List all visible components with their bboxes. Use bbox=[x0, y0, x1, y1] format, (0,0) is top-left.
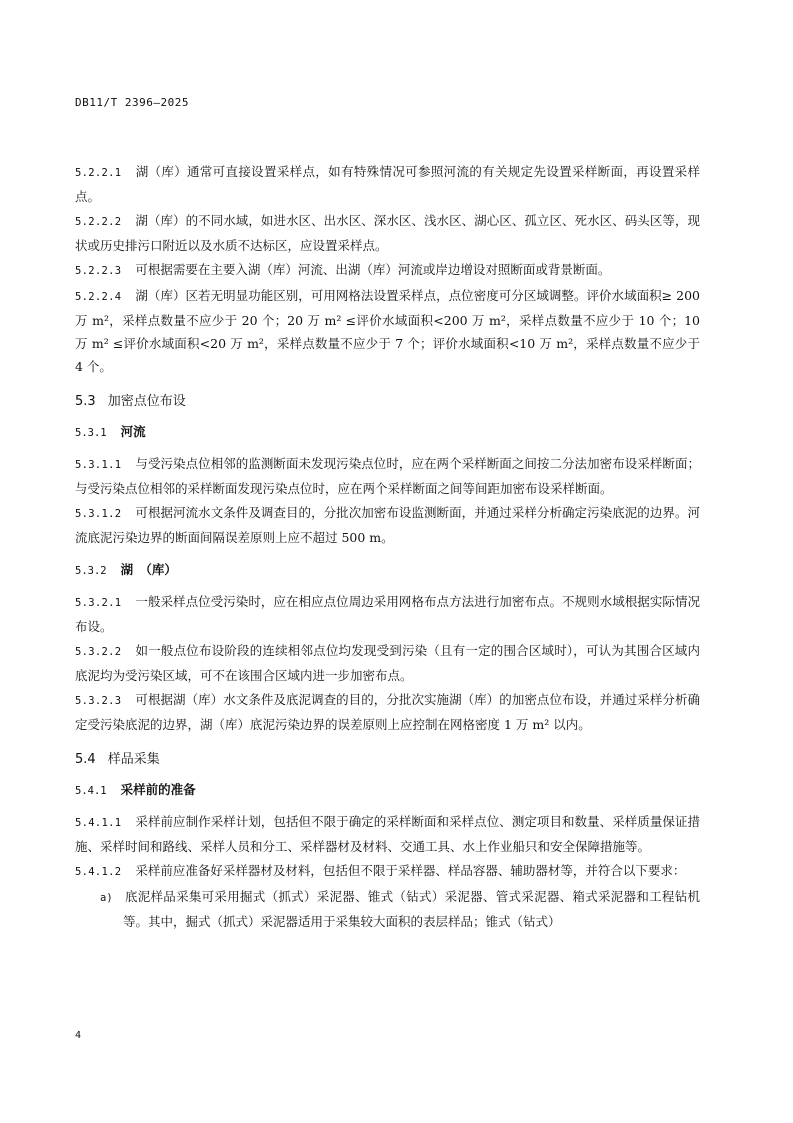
clause-number: 5.4.1.1 bbox=[75, 817, 122, 829]
heading-text: 采样前的准备 bbox=[120, 782, 196, 797]
clause-5-4-1-1 bbox=[75, 810, 700, 858]
clause-text: 湖（库）的不同水域，如进水区、出水区、深水区、浅水区、湖心区、孤立区、死水区、码头区等，现状或历史排污口附近以及水质不达标区，应设置采样点。 bbox=[75, 213, 700, 253]
clause-text: 可根据需要在主要入湖（库）河流、出湖（库）河流或岸边增设对照断面或背景断面。 bbox=[135, 262, 611, 277]
clause-5-2-2-4 bbox=[75, 284, 700, 378]
clause-text: 一般采样点位受污染时，应在相应点位周边采用网格布点方法进行加密布点。不规则水域根据实际情况布设。 bbox=[75, 594, 700, 634]
heading-number: 5.4.1 bbox=[75, 785, 107, 797]
clause-number: 5.2.2.4 bbox=[75, 291, 122, 303]
list-item-label: a) bbox=[100, 892, 113, 904]
clause-5-2-2-2 bbox=[75, 209, 700, 257]
clause-number: 5.3.2.2 bbox=[75, 646, 122, 658]
clause-5-3-2-2 bbox=[75, 639, 700, 687]
heading-text: 样品采集 bbox=[107, 752, 160, 767]
clause-5-2-2-3 bbox=[75, 258, 700, 283]
subsection-heading-5-4-1 bbox=[75, 781, 700, 800]
clause-5-3-2-1 bbox=[75, 590, 700, 638]
clause-text: 湖（库）区若无明显功能区别，可用网格法设置采样点，点位密度可分区域调整。评价水域面积≥ 200 万 m²，采样点数量不应少于 20 个；20 万 m² ≤评价水域面积<200 万 m²，采样点数量不应少于 10 个；10 万 m² ≤评价水域面积<20 万 m²，采样点数量不应少于 7 个；评价水域面积<10 万 m²，采样点数量不应少于 4 个。 bbox=[75, 288, 700, 374]
clause-text: 采样前应准备好采样器材及材料，包括但不限于采样器、样品容器、辅助器材等，并符合以下要求： bbox=[135, 863, 686, 878]
heading-number: 5.3 bbox=[75, 394, 96, 409]
list-item-a bbox=[75, 885, 700, 933]
page-number: 4 bbox=[75, 1030, 82, 1041]
clause-5-3-1-2 bbox=[75, 501, 700, 549]
heading-text: 湖 （库） bbox=[120, 562, 177, 577]
clause-text: 可根据湖（库）水文条件及底泥调查的目的，分批次实施湖（库）的加密点位布设，并通过采样分析确定受污染底泥的边界，湖（库）底泥污染边界的误差原则上应控制在网格密度 1 万 m² 以内。 bbox=[75, 692, 700, 732]
heading-number: 5.4 bbox=[75, 752, 96, 767]
subsection-heading-5-3-1 bbox=[75, 423, 700, 442]
heading-text: 河流 bbox=[120, 424, 146, 439]
clause-number: 5.2.2.2 bbox=[75, 216, 122, 228]
section-heading-5-3 bbox=[75, 393, 700, 411]
clause-number: 5.4.1.2 bbox=[75, 866, 122, 878]
clause-text: 湖（库）通常可直接设置采样点，如有特殊情况可参照河流的有关规定先设置采样断面，再设置采样点。 bbox=[75, 164, 700, 204]
document-header-id: DB11/T 2396—2025 bbox=[75, 96, 189, 109]
clause-number: 5.3.1.1 bbox=[75, 459, 122, 471]
clause-number: 5.3.2.1 bbox=[75, 597, 122, 609]
clause-5-2-2-1 bbox=[75, 160, 700, 208]
clause-5-3-2-3 bbox=[75, 688, 700, 736]
document-body bbox=[75, 160, 700, 933]
heading-text: 加密点位布设 bbox=[107, 394, 186, 409]
clause-text: 如一般点位布设阶段的连续相邻点位均发现受到污染（且有一定的围合区域时），可认为其围合区域内底泥均为受污染区域，可不在该围合区域内进一步加密布点。 bbox=[75, 643, 700, 683]
clause-text: 与受污染点位相邻的监测断面未发现污染点位时，应在两个采样断面之间按二分法加密布设采样断面；与受污染点位相邻的采样断面发现污染点位时，应在两个采样断面之间等间距加密布设采样断面。 bbox=[75, 456, 700, 496]
clause-text: 采样前应制作采样计划，包括但不限于确定的采样断面和采样点位、测定项目和数量、采样质量保证措施、采样时间和路线、采样人员和分工、采样器材及材料、交通工具、水上作业船只和安全保障措施等。 bbox=[75, 814, 700, 854]
clause-5-3-1-1 bbox=[75, 452, 700, 500]
subsection-heading-5-3-2 bbox=[75, 561, 700, 580]
clause-number: 5.3.1.2 bbox=[75, 508, 122, 520]
clause-number: 5.2.2.3 bbox=[75, 265, 122, 277]
heading-number: 5.3.2 bbox=[75, 565, 107, 577]
list-item-text: 底泥样品采集可采用掘式（抓式）采泥器、锥式（钻式）采泥器、管式采泥器、箱式采泥器和工程钻机等。其中，掘式（抓式）采泥器适用于采集较大面积的表层样品；锥式（钻式） bbox=[123, 889, 700, 929]
clause-number: 5.2.2.1 bbox=[75, 167, 122, 179]
clause-text: 可根据河流水文条件及调查目的，分批次加密布设监测断面，并通过采样分析确定污染底泥的边界。河流底泥污染边界的断面间隔误差原则上应不超过 500 m。 bbox=[75, 505, 700, 545]
clause-number: 5.3.2.3 bbox=[75, 695, 122, 707]
heading-number: 5.3.1 bbox=[75, 427, 107, 439]
clause-5-4-1-2 bbox=[75, 859, 700, 884]
section-heading-5-4 bbox=[75, 751, 700, 769]
